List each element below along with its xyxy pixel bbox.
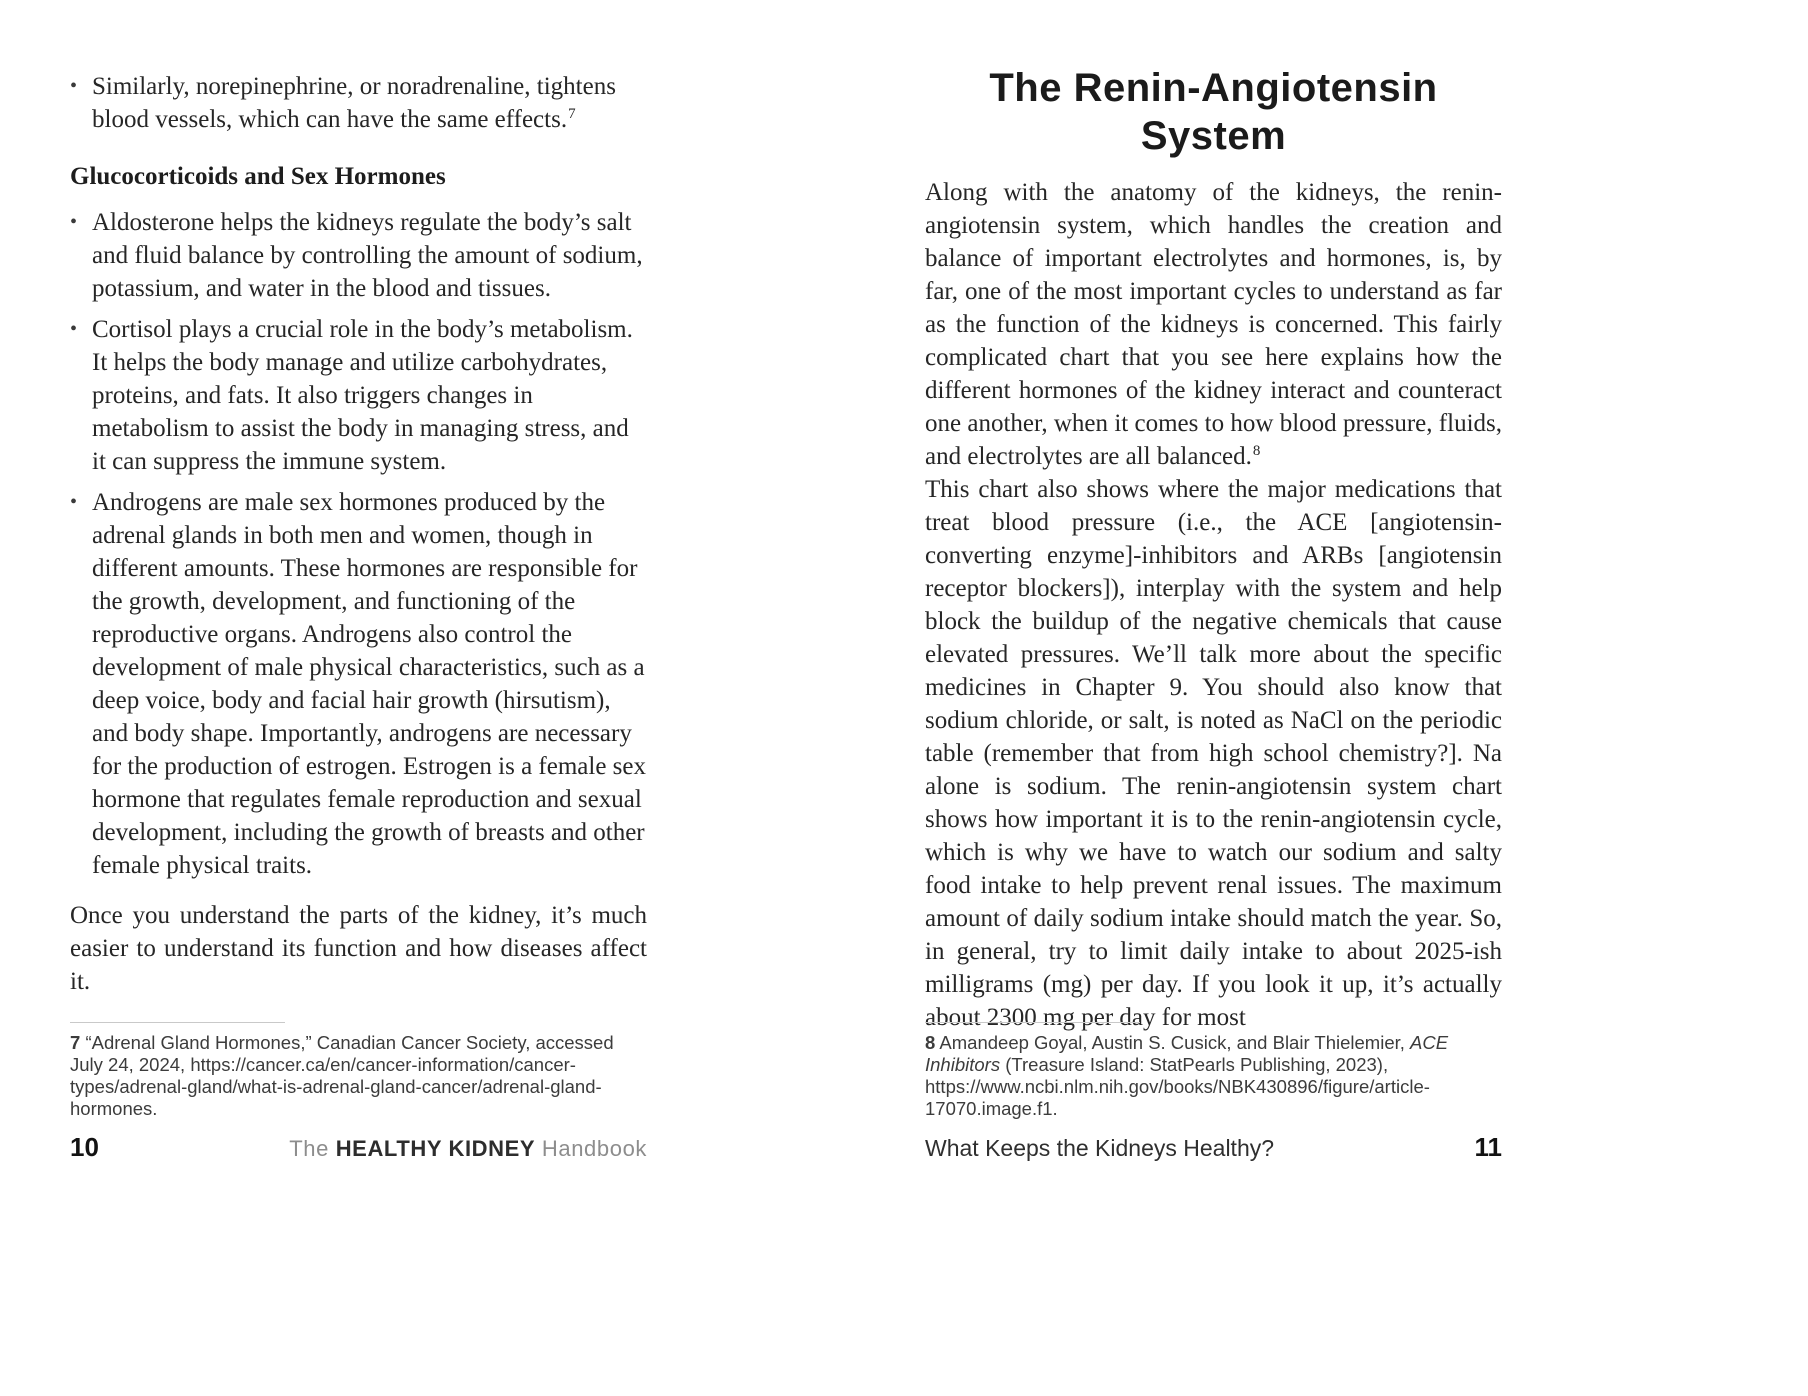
bullet-dot: • <box>70 75 78 97</box>
footnote-text-before: Amandeep Goyal, Austin S. Cusick, and Blair Thielemier, <box>939 1032 1411 1053</box>
bullet-text: Cortisol plays a crucial role in the body’s metabolism. It helps the body manage and utilize carbohydrates, proteins, and fats. It also triggers changes in metabolism to assist the body in managing stress, and it can suppress the immune system. <box>92 316 633 475</box>
book-title-bold: HEALTHY KIDNEY <box>335 1136 536 1161</box>
footnote-rule <box>925 1022 1140 1023</box>
footnote-text-italic: ACE Inhibitors <box>925 1032 1449 1075</box>
bullet-item <box>70 313 647 478</box>
right-page-content <box>925 64 1502 1034</box>
right-page-footer <box>925 1132 1502 1163</box>
bullet-item <box>70 70 647 136</box>
bullet-dot: • <box>70 318 78 340</box>
footnote-block-left <box>70 1022 647 1120</box>
right-page <box>904 0 1808 1396</box>
page-number-left: 10 <box>70 1132 99 1162</box>
section-heading: Glucocorticoids and Sex Hormones <box>70 163 446 190</box>
book-title <box>289 1136 647 1162</box>
footnote-ref-8: 8 <box>1252 442 1261 459</box>
footnote-block-right <box>925 1022 1502 1120</box>
paragraph-1 <box>925 176 1502 473</box>
paragraph-2: This chart also shows where the major medications that treat blood pressure (i.e., the ACE [angiotensin-converting enzyme]-inhibitors and ARBs [angiotensin receptor blockers]), interplay with the system and help block the buildup of the negative chemicals that cause elevated pressures. We’ll talk more about the specific medicines in Chapter 9. You should also know that sodium chloride, or salt, is noted as NaCl on the periodic table (remember that from high school chemistry?]. Na alone is sodium. The renin-angiotensin system chart shows how important it is to the renin-angiotensin cycle, which is why we have to watch our sodium and salty food intake to help prevent renal issues. The maximum amount of daily sodium intake should match the year. So, in general, try to limit daily intake to about 2025-ish milligrams (mg) per day. If you look it up, it’s actually about 2300 mg per day for most <box>925 476 1502 1031</box>
bullet-text <box>92 70 647 136</box>
footnote-text-after: (Treasure Island: StatPearls Publishing, 2023), https://www.ncbi.nlm.nih.gov/books/NBK430896/figure/article-17070.image.f1. <box>925 1054 1430 1119</box>
footnote-8 <box>925 1032 1502 1120</box>
page-number-right: 11 <box>1474 1132 1502 1162</box>
footnote-ref-7: 7 <box>568 105 576 122</box>
paragraph-1-text: Along with the anatomy of the kidneys, the renin-angiotensin system, which handles the creation and balance of important electrolytes and hormones, is, by far, one of the most important cycles to understand as far as the function of the kidneys is concerned. This fairly complicated chart that you see here explains how the different hormones of the kidney interact and counteract one another, when it comes to how blood pressure, fluids, and electrolytes are all balanced. <box>925 179 1502 470</box>
book-title-prefix: The <box>289 1136 336 1161</box>
left-page-footer <box>70 1132 647 1163</box>
bullet-text: Aldosterone helps the kidneys regulate the body’s salt and fluid balance by controlling the amount of sodium, potassium, and water in the blood and tissues. <box>92 209 643 302</box>
chapter-title: The Renin-Angiotensin System <box>989 66 1438 158</box>
footnote-marker: 7 <box>70 1032 81 1053</box>
footnote-text: “Adrenal Gland Hormones,” Canadian Cancer Society, accessed July 24, 2024, https://cancer.ca/en/cancer-information/cancer-types/adrenal-gland/what-is-adrenal-gland-cancer/adrenal-gland-hormones. <box>70 1032 614 1119</box>
closing-paragraph: Once you understand the parts of the kidney, it’s much easier to understand its function and how diseases affect it. <box>70 902 647 995</box>
left-page-content <box>70 70 647 998</box>
bullet-item <box>70 206 647 305</box>
book-title-suffix: Handbook <box>535 1136 647 1161</box>
footnote-marker: 8 <box>925 1032 936 1053</box>
bullet-dot: • <box>70 491 78 513</box>
running-footer-title: What Keeps the Kidneys Healthy? <box>925 1135 1275 1161</box>
footnote-7 <box>70 1032 647 1120</box>
hormone-bullet-list <box>70 206 647 882</box>
intro-bullet-group <box>70 70 647 136</box>
bullet-item <box>70 486 647 882</box>
bullet-dot: • <box>70 211 78 233</box>
bullet-text: Androgens are male sex hormones produced by the adrenal glands in both men and women, though in different amounts. These hormones are responsible for the growth, development, and functioning of the reproductive organs. Androgens also control the development of male physical characteristics, such as a deep voice, body and facial hair growth (hirsutism), and body shape. Importantly, androgens are necessary for the production of estrogen. Estrogen is a female sex hormone that regulates female reproduction and sexual development, including the growth of breasts and other female physical traits. <box>92 489 646 879</box>
footnote-rule <box>70 1022 285 1023</box>
bullet-text-run: Similarly, norepinephrine, or noradrenaline, tightens blood vessels, which can have the same effects. <box>92 73 616 133</box>
